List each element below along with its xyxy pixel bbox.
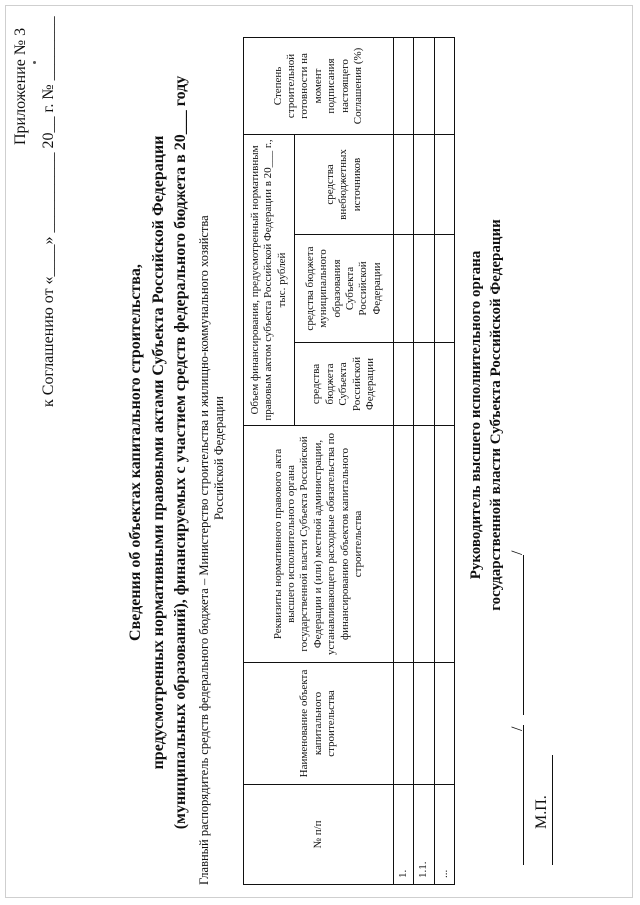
header-requisites: Реквизиты нормативного правового акта высшего исполнительного органа государственной власти Субъекта Российской Федерации и (или) местной администрации, устанавливающего расходные обязательства по финансированию объектов капитального строительства bbox=[244, 426, 394, 663]
seal-underline bbox=[552, 755, 553, 865]
document-title-line-2: предусмотренных нормативными правовыми актами Субъекта Российской Федерации bbox=[150, 135, 167, 770]
budget-distributor-line-1: Главный распорядитель средств федерального бюджета – Министерство строительства и жилищно-коммунального хозяйства bbox=[197, 215, 211, 885]
header-readiness: Степень строительной готовности на момент подписания настоящего Соглашения (%) bbox=[244, 37, 394, 134]
signature-line-right bbox=[523, 555, 524, 715]
seal-placeholder: М.П. bbox=[533, 795, 550, 829]
table-header-row bbox=[244, 37, 295, 884]
agreement-line: к Соглашению от «____» __________ 20__ г. № ________ bbox=[40, 16, 57, 407]
header-extrabudget: средства внебюджетных источников bbox=[295, 134, 394, 234]
signature-slash: / bbox=[509, 726, 526, 731]
appendix-title: Приложение № 3 bbox=[12, 27, 29, 145]
capital-objects-table bbox=[243, 37, 455, 885]
table-row bbox=[434, 37, 454, 884]
row-num: ... bbox=[434, 785, 454, 885]
header-subject-budget: средства бюджета Субъекта Российской Федерации bbox=[295, 343, 394, 426]
signature-slash-end: / bbox=[509, 550, 526, 555]
signatory-title-line-2: государственной власти Субъекта Российской Федерации bbox=[488, 219, 504, 611]
header-num: № п/п bbox=[244, 785, 394, 885]
budget-distributor-line-2: Российской Федерации bbox=[212, 396, 226, 520]
signature-line-left bbox=[523, 725, 524, 865]
signatory-title-line-1: Руководитель высшего исполнительного органа bbox=[468, 250, 484, 580]
row-num: 1. bbox=[394, 785, 414, 885]
table-row bbox=[394, 37, 414, 884]
header-object-name: Наименование объекта капитального строительства bbox=[244, 663, 394, 785]
table-row bbox=[414, 37, 434, 884]
document-title-line-1: Сведения об объектах капитального строительства, bbox=[127, 264, 144, 641]
document-title-line-3: (муниципальных образований), финансируемых с участием средств федерального бюджета в 20___ году bbox=[172, 75, 189, 830]
row-num: 1.1. bbox=[414, 785, 434, 885]
header-municipal-budget: средства бюджета муниципального образования Субъекта Российской Федерации bbox=[295, 235, 394, 343]
header-funding-group: Объем финансирования, предусмотренный нормативным правовым актом субъекта Российской Федерации в 20___ г., тыс. рублей bbox=[244, 134, 295, 425]
